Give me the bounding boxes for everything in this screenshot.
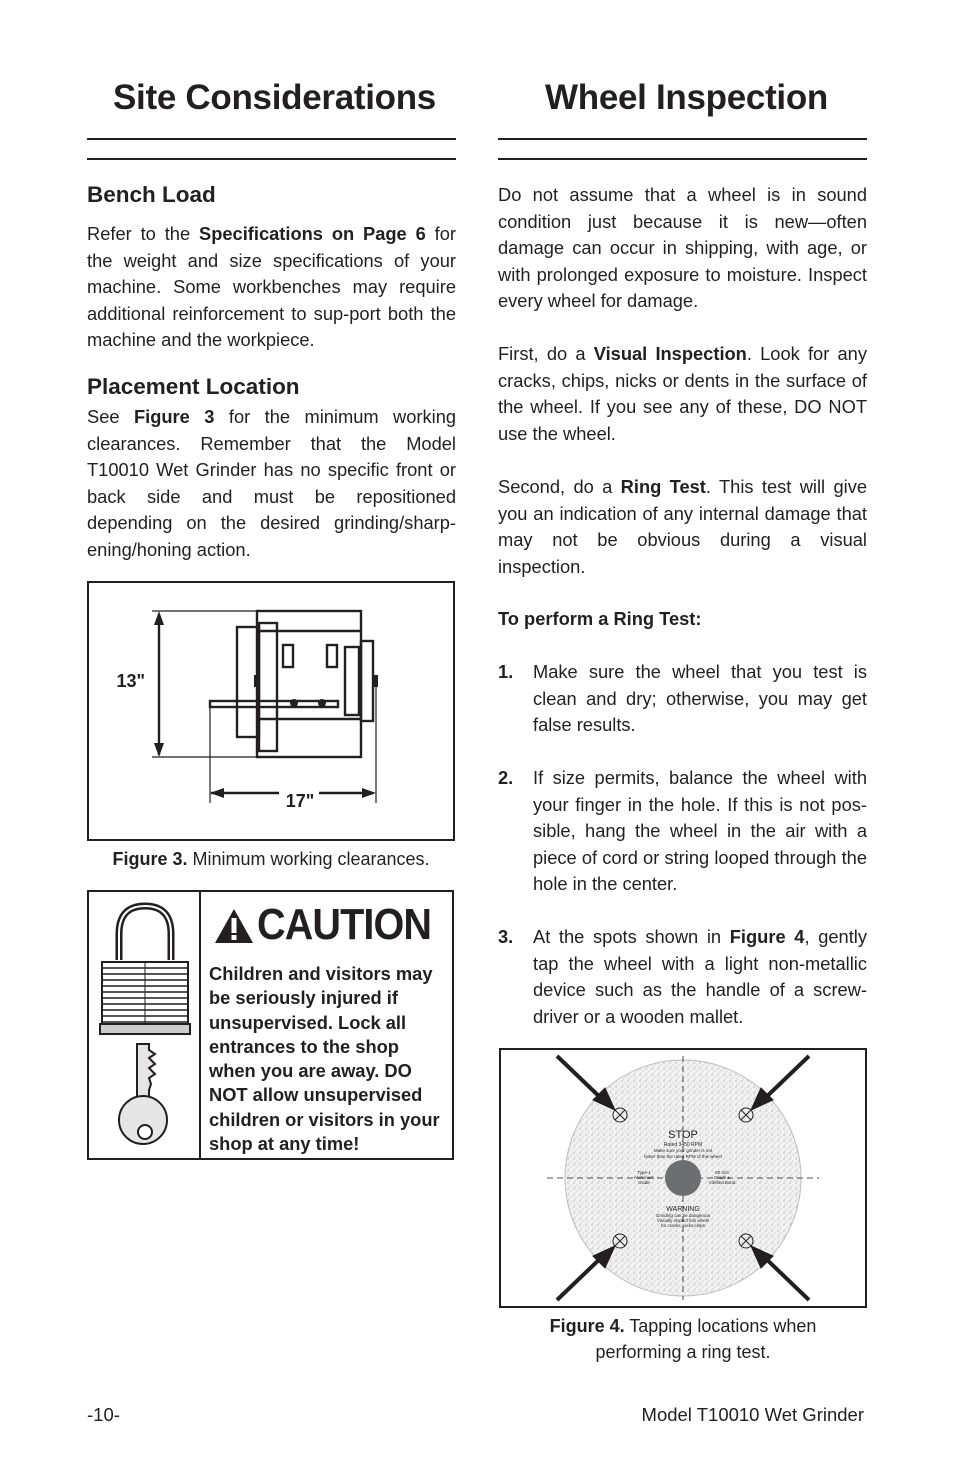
key-icon <box>117 1042 177 1148</box>
wheel-label-stop: STOP <box>668 1129 698 1141</box>
figure4-wheel-diagram <box>501 1050 865 1306</box>
title-rule-bottom <box>498 158 867 160</box>
figure3-caption: Figure 3. Minimum working clearances. <box>112 849 430 869</box>
title-rule-top <box>87 138 456 140</box>
section-title-wheel-inspection: Wheel Inspection <box>545 78 829 117</box>
figure4-box <box>499 1048 867 1308</box>
figure3-clearance-diagram <box>89 583 453 839</box>
title-rule-top <box>498 138 867 140</box>
page-number: -10- <box>87 1404 120 1425</box>
bench-load-heading: Bench Load <box>87 182 216 207</box>
caution-title: CAUTION <box>257 900 432 949</box>
wheel-label-w3: for cracks, nicks,chips <box>660 1223 706 1228</box>
wheel-label-right1: 60 Grit <box>715 1170 729 1175</box>
wheel-label-w2: Visually inspect this wheel <box>656 1218 710 1223</box>
visual-inspection-paragraph: First, do a Visual Inspection. Look for any cracks, chips, nicks or dents in the surface of the wheel. If you see any of these, DO NOT use the wheel. <box>498 343 867 444</box>
figure3-box <box>87 581 455 841</box>
figure3-height-label: 13" <box>116 671 145 691</box>
figure3-reference: Figure 3 <box>133 406 215 427</box>
wheel-label-warning: WARNING <box>666 1206 700 1213</box>
figure4-caption: Figure 4. Tapping locations when performing a ring test. <box>549 1316 817 1362</box>
warning-triangle-icon <box>214 908 254 944</box>
ring-test-procedure-heading: To perform a Ring Test: <box>498 608 702 629</box>
placement-location-heading: Placement Location <box>87 374 300 399</box>
wheel-label-left1: Type-1 <box>637 1170 651 1175</box>
caution-message: Children and visitors may be seriously injured if unsupervised. Lock all entrances to the shop when you are away. DO NOT allow unsupervised children or visitors in your shop at any time! <box>209 963 440 1155</box>
bench-load-paragraph: Refer to the Specifications on Page 6 for the weight and size specifications of your machine. Some workbenches may require additional reinforcement to sup-port both the machine and the workpiece. <box>87 223 456 350</box>
wheel-label-right2: Grade L <box>713 1175 731 1180</box>
specifications-reference: Specifications on Page 6 <box>199 223 426 244</box>
wheel-label-w1: Grinding can be dangerous <box>655 1213 711 1218</box>
figure3-width-label: 17" <box>285 791 315 811</box>
wheel-label-line2: Make sure your grinder is not <box>653 1148 713 1153</box>
wheel-label-left3: Oxide <box>638 1180 650 1185</box>
caution-divider <box>199 892 201 1158</box>
wheel-label-left2: Aluminum <box>633 1175 655 1180</box>
wheel-label-rated: Rated 3450 RPM <box>663 1142 703 1148</box>
section-title-site-considerations: Site Considerations <box>113 78 436 117</box>
wheel-label-line3: faster than the rated RPM of this wheel <box>644 1154 722 1159</box>
footer-model: Model T10010 Wet Grinder <box>641 1404 864 1425</box>
wheel-intro-paragraph: Do not assume that a wheel is in sound condition just because it is new—often damage can occur in shipping, with age, or with prolonged exposure to moisture. Inspect every wheel for damage. <box>498 184 867 311</box>
placement-location-paragraph: See Figure 3 for the minimum working clearances. Remember that the Model T10010 Wet Grinder has no specific front or back side and must be repositioned depending on the desired grinding/sharp-ening/honing action. <box>87 406 457 560</box>
ring-test-paragraph: Second, do a Ring Test. This test will give you an indication of any internal damage that may not be obvious during a visual inspection. <box>498 476 867 577</box>
caution-box <box>87 890 454 1160</box>
wheel-label-right3: Vitrified Bond <box>708 1180 736 1185</box>
title-rule-bottom <box>87 158 456 160</box>
